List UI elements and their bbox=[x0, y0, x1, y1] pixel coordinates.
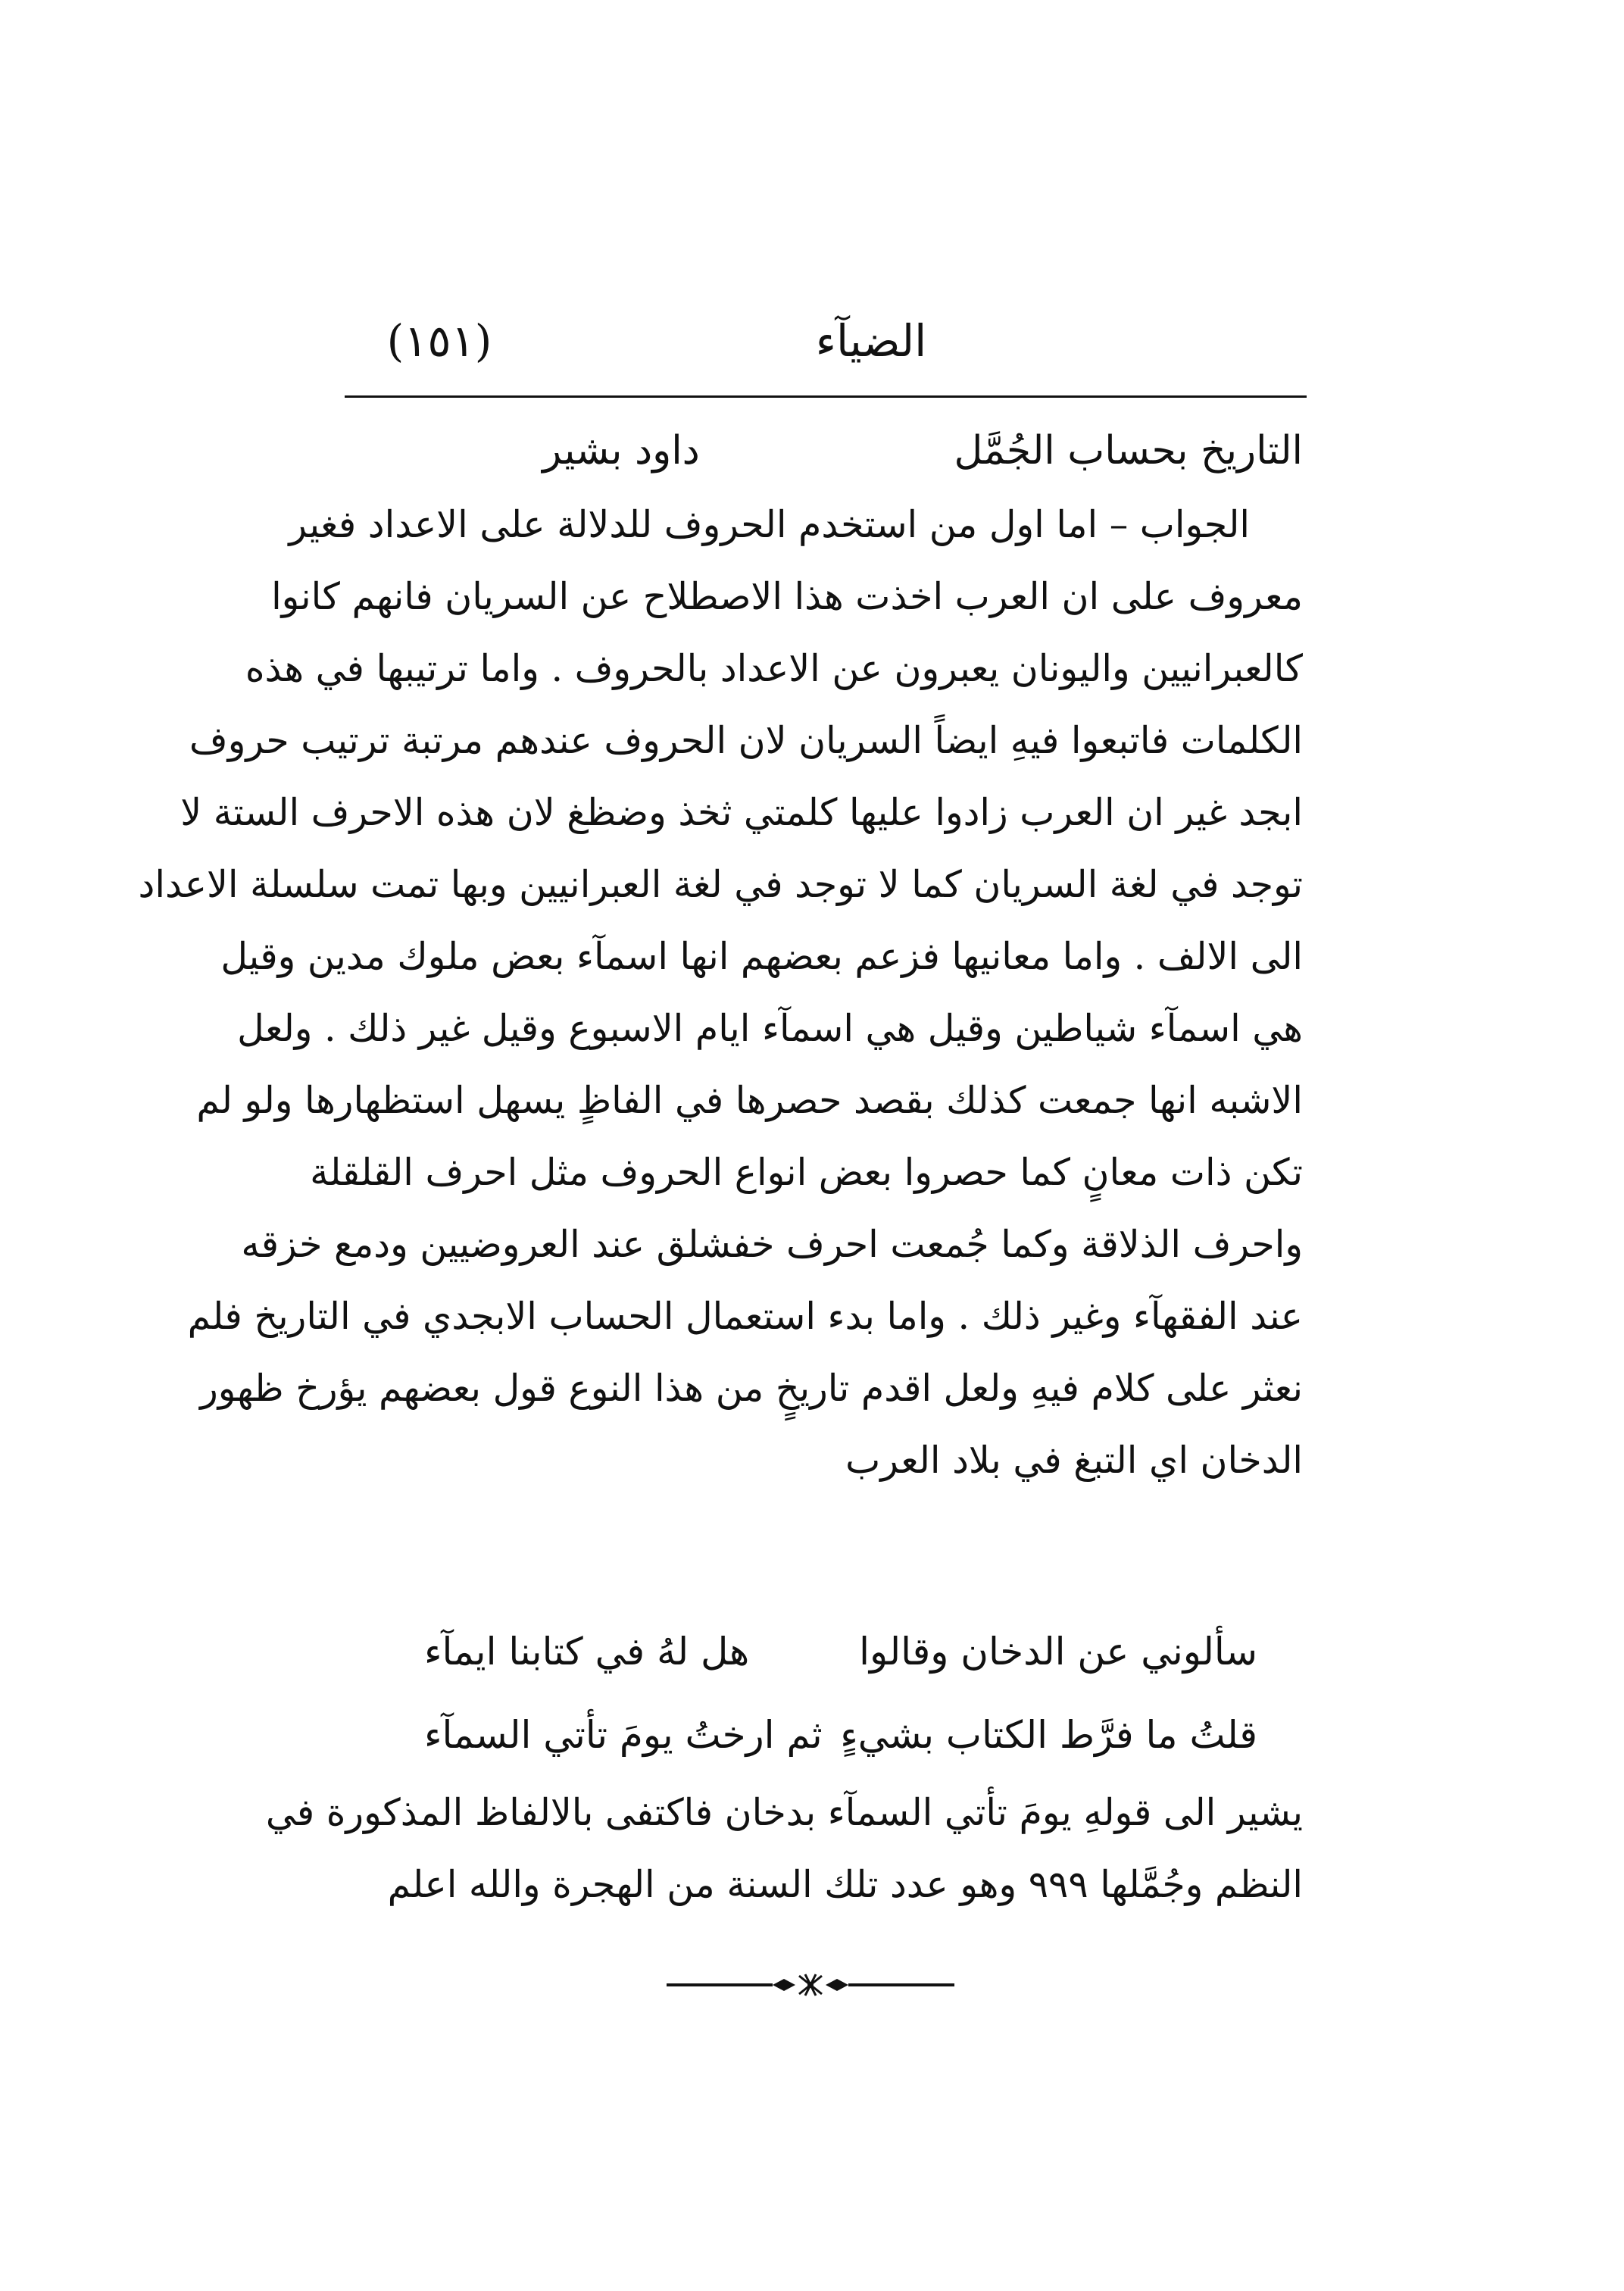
article-title: التاريخ بحساب الجُمَّل bbox=[954, 428, 1303, 474]
body-line: الى الالف . واما معانيها فزعم بعضهم انها اسمآء بعض ملوك مدين وقيل bbox=[220, 935, 1303, 978]
body-text bbox=[138, 489, 1303, 1496]
body-line: توجد في لغة السريان كما لا توجد في لغة العبرانيين وبها تمت سلسلة الاعداد bbox=[138, 863, 1303, 906]
header-rule bbox=[345, 395, 1307, 398]
body-line: هي اسمآء شياطين وقيل هي اسمآء ايام الاسبوع وقيل غير ذلك . ولعل bbox=[237, 1007, 1303, 1050]
verse-first-hemistich: سألوني عن الدخان وقالوا bbox=[859, 1630, 1257, 1674]
poem-verse bbox=[424, 1693, 1257, 1777]
verse-second-hemistich: هل لهُ في كتابنا ايمآء bbox=[424, 1630, 750, 1674]
body-line: يشير الى قولهِ يومَ تأتي السمآء بدخان فاكتفى بالالفاظ المذكورة في bbox=[265, 1791, 1303, 1834]
end-ornament bbox=[667, 1970, 954, 2000]
verse-second-hemistich: ثم ارختُ يومَ تأتي السمآء bbox=[424, 1713, 823, 1757]
body-line: نعثر على كلام فيهِ ولعل اقدم تاريخٍ من هذا النوع قول بعضهم يؤرخ ظهور bbox=[200, 1367, 1303, 1410]
verse-first-hemistich: قلتُ ما فرَّط الكتاب بشيءٍ bbox=[840, 1713, 1257, 1757]
poem bbox=[424, 1610, 1257, 1777]
body-line: عند الفقهآء وغير ذلك . واما بدء استعمال الحساب الابجدي في التاريخ فلم bbox=[187, 1295, 1303, 1338]
body-line: كالعبرانيين واليونان يعبرون عن الاعداد بالحروف . واما ترتيبها في هذه bbox=[245, 647, 1303, 690]
body-line: الجواب – اما اول من استخدم الحروف للدلالة على الاعداد فغير bbox=[289, 503, 1250, 546]
body-line: ابجد غير ان العرب زادوا عليها كلمتي ثخذ وضظغ لان هذه الاحرف الستة لا bbox=[180, 791, 1303, 834]
body-line: الكلمات فاتبعوا فيهِ ايضاً السريان لان الحروف عندهم مرتبة ترتيب حروف bbox=[189, 719, 1303, 762]
body-line: الدخان اي التبغ في بلاد العرب bbox=[845, 1439, 1303, 1482]
body-line: معروف على ان العرب اخذت هذا الاصطلاح عن السريان فانهم كانوا bbox=[271, 575, 1303, 618]
body-line: النظم وجُمَّلها ٩٩٩ وهو عدد تلك السنة من الهجرة والله اعلم bbox=[387, 1863, 1303, 1906]
journal-title: الضيآء bbox=[815, 315, 927, 367]
poem-verse bbox=[424, 1610, 1257, 1693]
page-number: (١٥١) bbox=[386, 315, 492, 367]
body-line: تكن ذات معانٍ كما حصروا بعض انواع الحروف مثل احرف القلقلة bbox=[310, 1151, 1303, 1194]
body-line: الاشبه انها جمعت كذلك بقصد حصرها في الفاظٍ يسهل استظهارها ولو لم bbox=[196, 1079, 1303, 1122]
body-line: واحرف الذلاقة وكما جُمعت احرف خفشلق عند العروضيين ودمع خزقه bbox=[241, 1223, 1303, 1266]
conclusion-text bbox=[265, 1777, 1303, 1921]
author-name: داود بشير bbox=[542, 428, 700, 474]
